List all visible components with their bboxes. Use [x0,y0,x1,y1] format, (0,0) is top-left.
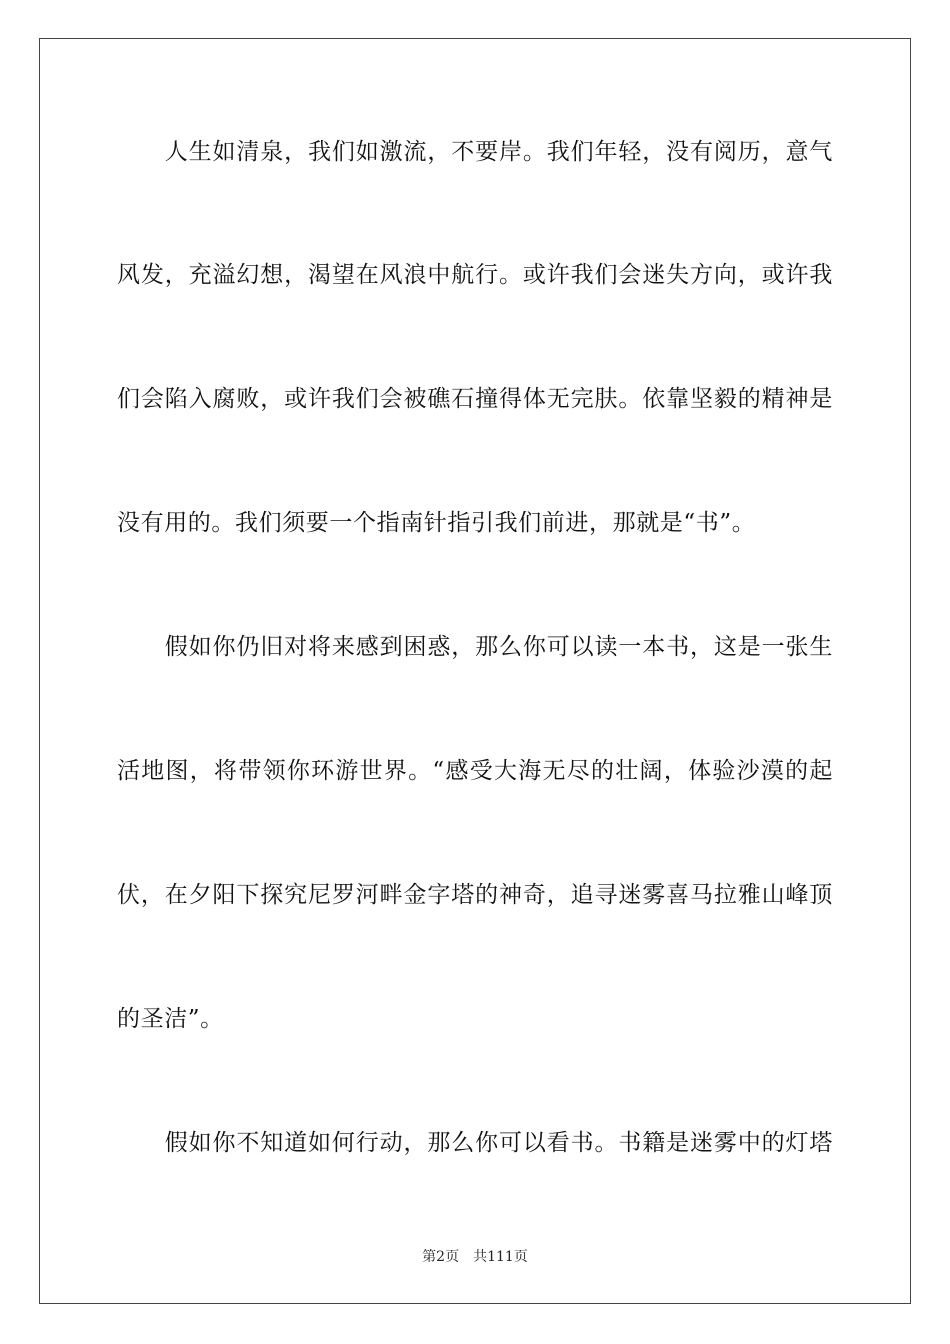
page-frame [39,38,911,1304]
text-line-9: 假如你不知道如何行动，那么你可以看书。书籍是迷雾中的灯塔 [117,1130,833,1156]
text-line-1: 人生如清泉，我们如激流，不要岸。我们年轻，没有阅历，意气 [117,139,833,165]
page-number: 第2页 [422,1249,460,1265]
total-pages: 共111页 [473,1249,528,1265]
text-line-5: 假如你仍旧对将来感到困惑，那么你可以读一本书，这是一张生 [117,634,833,660]
text-line-4: 没有用的。我们须要一个指南针指引我们前进，那就是“书”。 [117,510,756,536]
text-line-7: 伏，在夕阳下探究尼罗河畔金字塔的神奇，追寻迷雾喜马拉雅山峰顶 [117,882,833,908]
text-line-3: 们会陷入腐败，或许我们会被礁石撞得体无完肤。依靠坚毅的精神是 [117,386,833,412]
text-line-8: 的圣洁”。 [117,1006,224,1032]
page-footer [0,1247,950,1267]
text-line-2: 风发，充溢幻想，渴望在风浪中航行。或许我们会迷失方向，或许我 [117,262,833,288]
text-line-6: 活地图，将带领你环游世界。“感受大海无尽的壮阔，体验沙漠的起 [117,758,833,784]
